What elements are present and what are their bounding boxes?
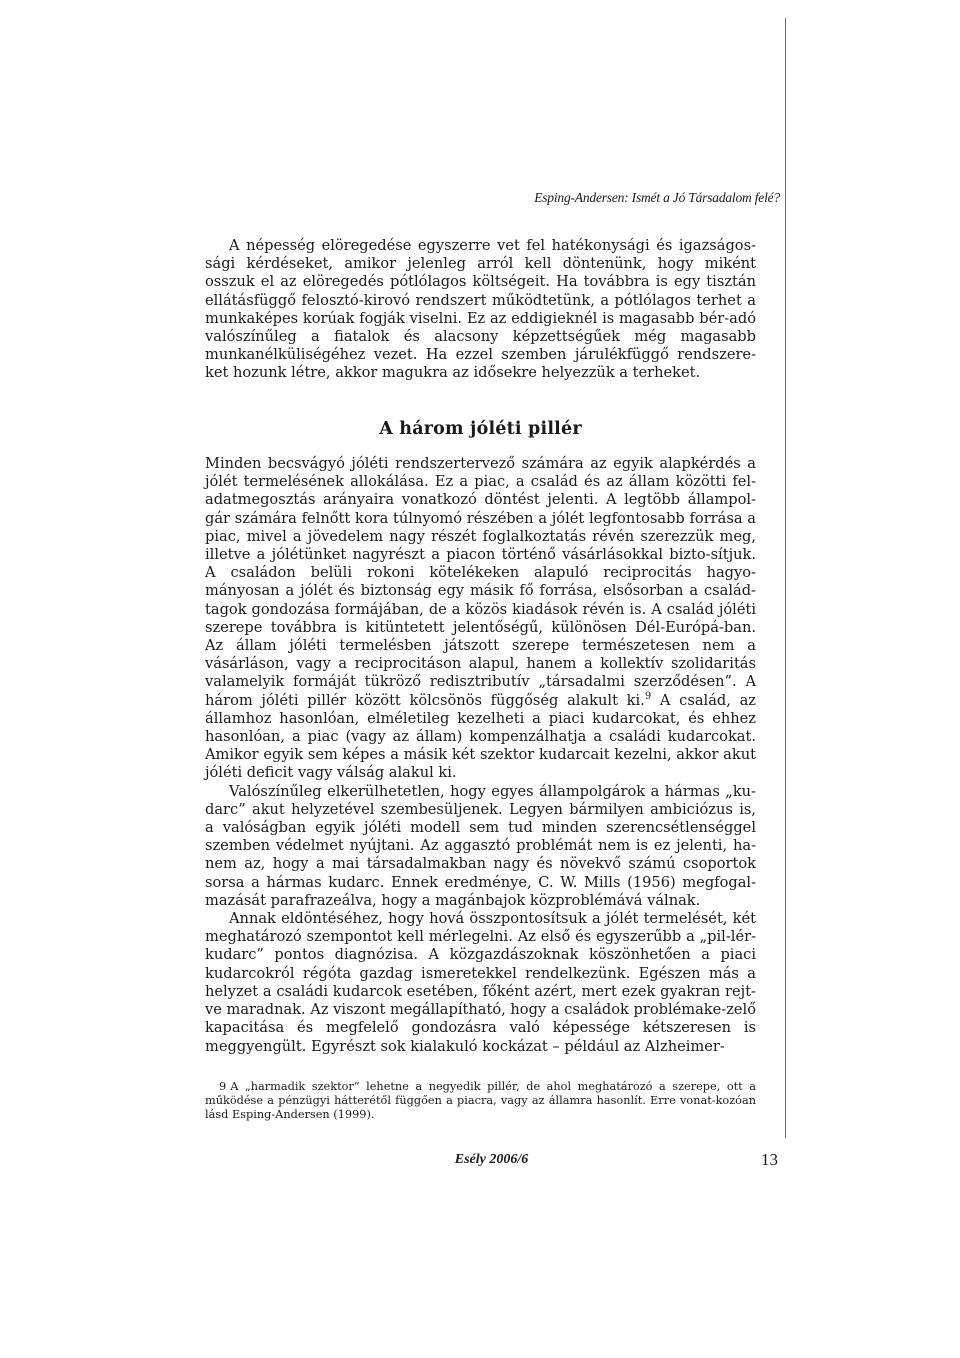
page-footer [205,1150,778,1172]
footer-journal: Esély 2006/6 [454,1152,529,1167]
section-paragraph-2: Valószínűleg elkerülhetetlen, hogy egyes állampolgárok a hármas „ku-darc” akut helyzetével szembesüljenek. Legyen bármilyen ambiciózus is, a valóságban egyik jóléti modell sem tud minden szerencsétlenséggel szemben védelmet nyújtani. Az aggasztó problémát nem is ez jelenti, ha-nem az, hogy a mai társadalmakban nagy és növekvő számú csoportok sorsa a hármas kudarc. Ennek eredménye, C. W. Mills (1956) megfogal-mazását parafrazeálva, hogy a magánbajok közproblémává válnak. [205,782,756,909]
section-paragraph-3: Annak eldöntéséhez, hogy hová összpontosítsuk a jólét termelését, két meghatározó szempontot kell mérlegelni. Az első és egyszerűbb a „pil-lér-kudarc” pontos diagnózisa. A közgazdászoknak köszönhetően a piaci kudarcokról régóta gazdag ismeretekkel rendelkezünk. Egészen más a helyzet a családi kudarcok esetében, főként azért, mert ezek gyakran rejt-ve maradnak. Az viszont megállapítható, hogy a családok problémake-zelő kapacitása és megfelelő gondozásra való képessége kétszeresen is meggyengült. Egyrészt sok kialakuló kockázat – például az Alzheimer- [205,910,756,1055]
footnote-reference[interactable]: 9 [644,690,652,702]
running-head: Esping-Andersen: Ismét a Jó Társadalom felé? [534,190,780,205]
section-paragraph-1 [205,455,756,783]
page-number: 13 [761,1150,778,1169]
section-paragraph-1-part-2: A család, az államhoz hasonlóan, elméletileg kezelheti a piaci kudarcokat, és ehhez hasonlóan, a piac (vagy az állam) kompenzálhatja a családi kudarcokat. Amikor egyik sem képes a másik két szektor kudarcait kezelni, akkor akut jóléti deficit vagy válság alakul ki. [205,691,756,782]
section-title: A három jóléti pillér [379,419,582,439]
footnote [205,1080,756,1123]
intro-paragraph: A népesség elöregedése egyszerre vet fel hatékonysági és igazságos-sági kérdéseket, amikor jelenleg arról kell döntenünk, hogy miként osszuk el az elöregedés pótlólagos költségeit. Ha továbbra is egy tisztán ellátásfüggő felosztó-kirovó rendszert működtetünk, a pótlólagos terhet a munkaképes korúak fogják viselni. Ez az eddigieknél is magasabb bér-adó valószínűleg a fiatalok és alacsony képzettségűek még magasabb munkanélküliségéhez vezet. Ha ezzel szemben járulékfüggő rendszere-ket hozunk létre, akkor magukra az idősekre helyezzük a terheket. [205,237,756,382]
intro-block [205,237,756,383]
footnote-number: 9 [219,1080,227,1093]
section-paragraph-1-part-1: Minden becsvágyó jóléti rendszertervező számára az egyik alapkérdés a jólét termelésének allokálása. Ez a piac, a család és az állam közötti fel-adatmegosztás arányaira vonatkozó döntést jelenti. A legtöbb állampol-gár számára felnőtt kora túlnyomó részében a jólét legfontosabb forrása a piac, mivel a jövedelem nagy részét foglalkoztatás révén szerezzük meg, illetve a jólétünket nagyrészt a piacon történő vásárlásokkal bizto-sítjuk. A családon belüli rokoni kötelékeken alapuló reciprocitás hagyo-mányosan a jólét és biztonság egy másik fő forrása, elsősorban a család-tagok gondozása formájában, de a közös kiadások révén is. A család jóléti szerepe továbbra is kitüntetett jelentőségű, különösen Dél-Európá-ban. Az állam jóléti termelésben játszott szerepe természetesen nem a vásárláson, vagy a reciprocitáson alapul, hanem a kollektív szolidaritás valamelyik formáját tükröző redisztributív „társadalmi szerződésen”. A három jóléti pillér között kölcsönös függőség alakult ki. [205,455,756,709]
footnote-text: A „harmadik szektor” lehetne a negyedik pillér, de ahol meghatározó a szerepe, ott a működése a pénzügyi hátterétől függően a piacra, vagy az államra hasonlít. Erre vonat-kozóan lásd Esping-Andersen (1999). [205,1080,756,1122]
section-body [205,455,756,1056]
margin-rule [785,18,786,1138]
